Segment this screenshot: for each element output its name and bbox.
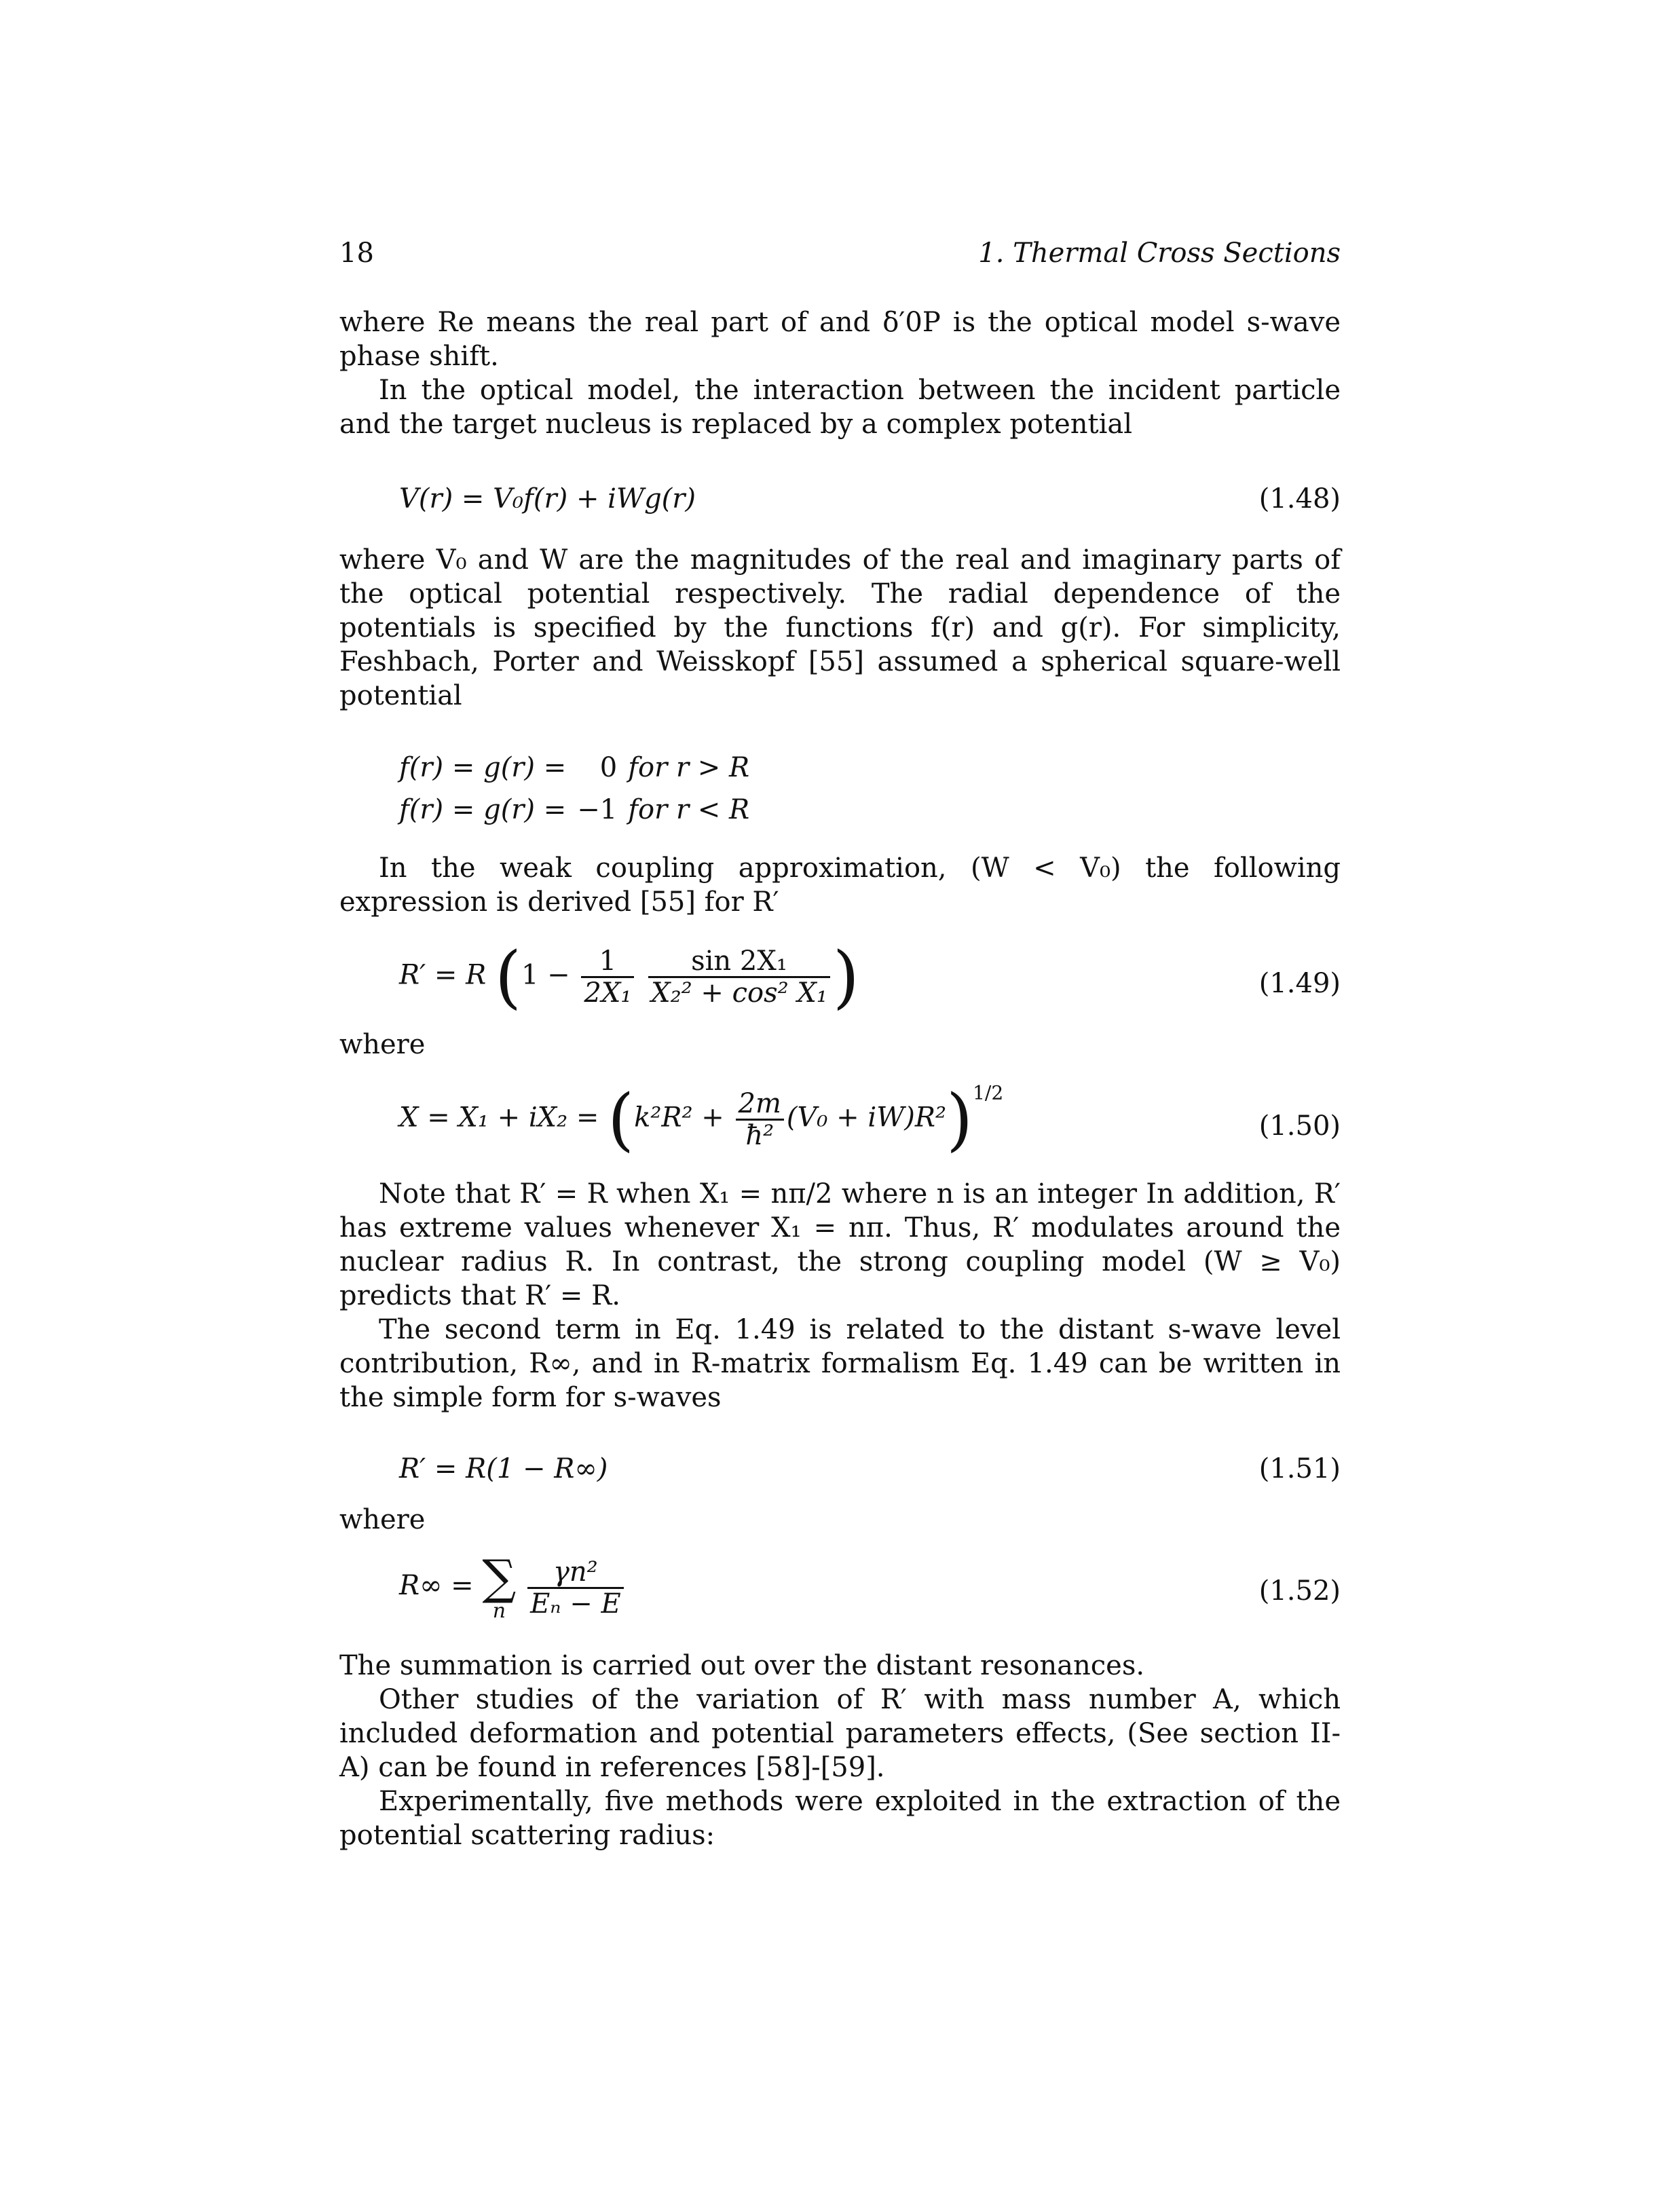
piecewise-lhs: f(r) = g(r) = [399,794,567,825]
paragraph-second-term: The second term in Eq. 1.49 is related to the distant s-wave level contribution, R∞, and in R-matrix formalism Eq. 1.49 can be written in the simple form for s-waves [339,1314,1341,1413]
piecewise-condition: for r < R [628,794,750,825]
equation-1-52-body [399,1550,627,1623]
running-title: 1. Thermal Cross Sections [978,238,1341,269]
left-paren: ( [608,1079,635,1159]
paragraph-summation: The summation is carried out over the distant resonances. [339,1650,1145,1681]
label-where: where [339,1504,426,1535]
fraction-sin-term [648,946,830,1008]
equation-1-52 [339,1550,1341,1649]
fraction-denominator: Eₙ − E [530,1588,621,1620]
equation-1-49 [339,939,1341,1028]
equation-1-49-prefix: R′ = R [399,959,487,991]
equation-1-51-tag: (1.51) [1258,1453,1341,1484]
summation-symbol [482,1550,517,1623]
equation-1-50-k-term: k²R² + [634,1102,724,1134]
equation-1-51-body: R′ = R(1 − R∞) [399,1453,608,1484]
paragraph-other-studies: Other studies of the variation of R′ with mass number A, which included deformation and potential parameters effects, (See section II-A) can be found in references [58]-[59]. [339,1684,1341,1783]
paragraph-note: Note that R′ = R when X₁ = nπ/2 where n is an integer In addition, R′ has extreme values whenever X₁ = nπ. Thus, R′ modulates around the nuclear radius R. In contrast, the strong coupling model (W ≥ V₀) predicts that R′ = R. [339,1178,1341,1311]
page-body [339,224,1341,1852]
equation-1-48-tag: (1.48) [1258,483,1341,514]
piecewise-row-outside [399,747,760,789]
equation-1-52-tag: (1.52) [1258,1575,1341,1607]
fraction-numerator: sin 2X₁ [648,946,830,978]
fraction-one-over-2x1 [581,946,634,1008]
fraction-gamma-over-energy [527,1557,624,1619]
equation-1-50-power: 1/2 [973,1081,1004,1104]
sigma-glyph: ∑ [482,1550,517,1605]
summation-index: n [492,1599,506,1623]
paragraph-phase-shift: where Re means the real part of and δ′0P is the optical model s-wave phase shift. [339,307,1341,372]
fraction-denominator: X₂² + cos² X₁ [651,977,827,1009]
fraction-2m-over-hbar [736,1089,784,1150]
label-where: where [339,1029,426,1060]
equation-1-49-tag: (1.49) [1258,968,1341,999]
equation-1-51 [339,1452,1341,1486]
equation-1-49-one: 1 − [521,959,570,991]
right-paren: ) [832,937,859,1017]
fraction-numerator: 2m [736,1089,784,1121]
paragraph-optical-model: In the optical model, the interaction between the incident particle and the target nucleus is replaced by a complex potential [339,375,1341,440]
equation-1-50-prefix: X = X₁ + iX₂ = [399,1102,599,1134]
equation-1-48 [339,482,1341,516]
left-paren: ( [494,937,521,1017]
right-paren: ) [946,1079,973,1159]
equation-1-50-rest: (V₀ + iW)R² [786,1102,947,1134]
page-number: 18 [339,238,374,269]
piecewise-lhs: f(r) = g(r) = [399,752,567,783]
paragraph-potential-magnitudes: where V₀ and W are the magnitudes of the real and imaginary parts of the optical potential respectively. The radial dependence of the potentials is specified by the functions f(r) and g(r). For simplicity, Feshbach, Porter and Weisskopf [55] assumed a spherical square-well potential [339,544,1341,711]
fraction-numerator: 1 [581,946,634,978]
piecewise-row-inside [399,789,760,831]
fraction-numerator: γn² [527,1557,624,1589]
equation-1-50 [339,1079,1341,1170]
equation-1-52-prefix: R∞ = [399,1570,474,1601]
piecewise-value: −1 [577,794,618,825]
equation-1-50-tag: (1.50) [1258,1110,1341,1142]
fraction-denominator: 2X₁ [584,977,632,1009]
fraction-denominator: ħ² [745,1120,774,1151]
piecewise-square-well [399,747,760,831]
equation-1-48-body: V(r) = V₀f(r) + iWg(r) [399,483,696,514]
paragraph-weak-coupling: In the weak coupling approximation, (W < V₀) the following expression is derived [55] for R′ [339,853,1341,918]
equation-1-50-body [399,1079,1004,1159]
paragraph-experimental-methods: Experimentally, five methods were exploited in the extraction of the potential scattering radius: [339,1786,1341,1851]
piecewise-value: 0 [599,752,618,783]
equation-1-49-body [399,937,859,1017]
piecewise-condition: for r > R [628,752,750,783]
